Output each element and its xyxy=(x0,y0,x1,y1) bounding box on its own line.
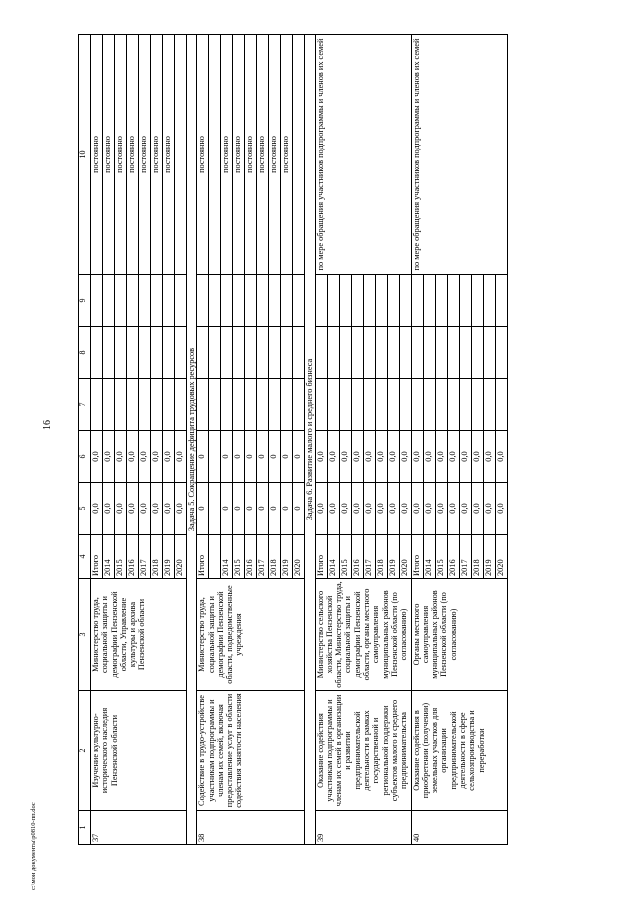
value-cell: 0,0 xyxy=(175,431,187,483)
value-cell: 0,0 xyxy=(115,483,127,535)
value-cell: 0,0 xyxy=(399,483,411,535)
table-row xyxy=(197,35,209,845)
year-cell xyxy=(209,535,221,579)
value-cell: 0,0 xyxy=(327,483,339,535)
year-cell: 2016 xyxy=(351,535,363,579)
empty-cell xyxy=(245,275,257,327)
value-cell: 0 xyxy=(233,431,245,483)
year-cell: 2017 xyxy=(459,535,471,579)
empty-cell xyxy=(281,275,293,327)
empty-cell xyxy=(327,327,339,379)
empty-cell xyxy=(209,327,221,379)
empty-cell xyxy=(339,379,351,431)
empty-cell xyxy=(435,275,447,327)
year-cell: 2016 xyxy=(245,535,257,579)
value-cell: 0,0 xyxy=(103,431,115,483)
empty-cell xyxy=(139,379,151,431)
empty-cell xyxy=(209,275,221,327)
empty-cell xyxy=(423,275,435,327)
year-cell: 2016 xyxy=(127,535,139,579)
empty-cell xyxy=(411,327,423,379)
header-cell: 7 xyxy=(79,379,91,431)
empty-cell xyxy=(459,327,471,379)
term-cell: постоянно xyxy=(281,35,293,275)
value-cell: 0,0 xyxy=(471,431,483,483)
term-cell xyxy=(293,35,305,275)
year-cell: 2016 xyxy=(447,535,459,579)
year-cell: 2015 xyxy=(435,535,447,579)
value-cell: 0,0 xyxy=(163,483,175,535)
empty-cell xyxy=(257,327,269,379)
header-row xyxy=(79,35,91,845)
executor-name: Органы местного самоуправления муниципальных районов Пензенской области (по согласованию) xyxy=(411,579,507,691)
value-cell: 0 xyxy=(233,483,245,535)
year-cell: 2018 xyxy=(151,535,163,579)
year-cell: 2015 xyxy=(339,535,351,579)
value-cell: 0 xyxy=(281,483,293,535)
year-cell: 2019 xyxy=(387,535,399,579)
table-row xyxy=(91,35,103,845)
value-cell: 0,0 xyxy=(435,431,447,483)
value-cell: 0,0 xyxy=(435,483,447,535)
section-title: Задача 6. Развитие малого и среднего бизнеса xyxy=(305,35,315,845)
empty-cell xyxy=(151,327,163,379)
year-cell: 2014 xyxy=(423,535,435,579)
term-cell xyxy=(175,35,187,275)
empty-cell xyxy=(175,327,187,379)
year-cell: 2018 xyxy=(375,535,387,579)
empty-cell xyxy=(233,327,245,379)
value-cell: 0,0 xyxy=(483,431,495,483)
empty-cell xyxy=(363,327,375,379)
empty-cell xyxy=(399,327,411,379)
term-cell: постоянно xyxy=(103,35,115,275)
empty-cell xyxy=(281,379,293,431)
program-table xyxy=(78,34,508,845)
empty-cell xyxy=(471,275,483,327)
empty-cell xyxy=(245,327,257,379)
year-cell: 2015 xyxy=(115,535,127,579)
footer-path: c:\мои документы\р0810-пп.doc xyxy=(30,802,37,890)
empty-cell xyxy=(315,275,327,327)
term-cell: постоянно xyxy=(151,35,163,275)
value-cell: 0,0 xyxy=(483,483,495,535)
empty-cell xyxy=(363,275,375,327)
value-cell: 0 xyxy=(269,483,281,535)
value-cell: 0 xyxy=(197,483,209,535)
value-cell: 0,0 xyxy=(471,483,483,535)
empty-cell xyxy=(103,327,115,379)
term-cell: постоянно xyxy=(245,35,257,275)
value-cell: 0,0 xyxy=(91,431,103,483)
empty-cell xyxy=(447,327,459,379)
header-cell: 1 xyxy=(79,811,91,845)
empty-cell xyxy=(327,379,339,431)
empty-cell xyxy=(327,275,339,327)
header-cell: 10 xyxy=(79,35,91,275)
value-cell: 0 xyxy=(257,431,269,483)
empty-cell xyxy=(257,379,269,431)
empty-cell xyxy=(375,327,387,379)
term-cell: постоянно xyxy=(233,35,245,275)
measure-name: Изучение культурно-исторического наследия Пензенской области xyxy=(91,691,187,811)
empty-cell xyxy=(447,379,459,431)
empty-cell xyxy=(483,275,495,327)
empty-cell xyxy=(293,327,305,379)
year-cell: 2017 xyxy=(139,535,151,579)
empty-cell xyxy=(387,327,399,379)
empty-cell xyxy=(483,327,495,379)
empty-cell xyxy=(387,379,399,431)
value-cell: 0,0 xyxy=(495,431,507,483)
value-cell: 0,0 xyxy=(91,483,103,535)
empty-cell xyxy=(151,275,163,327)
empty-cell xyxy=(197,275,209,327)
value-cell: 0,0 xyxy=(127,431,139,483)
empty-cell xyxy=(339,275,351,327)
empty-cell xyxy=(221,327,233,379)
year-cell: 2020 xyxy=(293,535,305,579)
empty-cell xyxy=(115,275,127,327)
empty-cell xyxy=(339,327,351,379)
header-cell: 3 xyxy=(79,579,91,691)
empty-cell xyxy=(233,379,245,431)
year-cell: 2014 xyxy=(327,535,339,579)
table-row xyxy=(315,35,327,845)
term-cell: постоянно xyxy=(127,35,139,275)
empty-cell xyxy=(495,327,507,379)
empty-cell xyxy=(351,327,363,379)
term-cell: постоянно xyxy=(257,35,269,275)
empty-cell xyxy=(91,327,103,379)
empty-cell xyxy=(127,379,139,431)
measure-name: Оказание содействия участникам подпрограммы и членам их семей в организации и развитии предпринимательской деятельности в рамках государственной и региональной поддержки субъектов малого и среднего предпринимательства xyxy=(315,691,411,811)
empty-cell xyxy=(245,379,257,431)
value-cell: 0 xyxy=(269,431,281,483)
page-number: 16 xyxy=(42,420,53,430)
term-cell: постоянно xyxy=(163,35,175,275)
empty-cell xyxy=(91,275,103,327)
executor-name: Министерство труда, социальной защиты и демографии Пензенской области, подведомственные учреждения xyxy=(197,579,305,691)
empty-cell xyxy=(459,379,471,431)
value-cell: 0 xyxy=(281,431,293,483)
value-cell: 0,0 xyxy=(423,431,435,483)
year-cell: Итого xyxy=(197,535,209,579)
header-cell: 2 xyxy=(79,691,91,811)
value-cell: 0,0 xyxy=(339,431,351,483)
empty-cell xyxy=(115,379,127,431)
value-cell xyxy=(209,483,221,535)
value-cell: 0,0 xyxy=(139,431,151,483)
measure-name: Содействие в трудо-устройстве участникам подпрограммы и членам их семей, включая предоставление услуг в области содействия занятости населения xyxy=(197,691,305,811)
empty-cell xyxy=(315,379,327,431)
value-cell: 0,0 xyxy=(103,483,115,535)
year-cell: 2020 xyxy=(495,535,507,579)
table-row xyxy=(411,35,423,845)
section-title: Задача 5. Сокращение дефицита трудовых ресурсов xyxy=(187,35,197,845)
year-cell: 2017 xyxy=(363,535,375,579)
row-number: 40 xyxy=(411,811,507,845)
value-cell: 0,0 xyxy=(399,431,411,483)
value-cell: 0,0 xyxy=(363,431,375,483)
empty-cell xyxy=(139,327,151,379)
empty-cell xyxy=(269,275,281,327)
row-number: 39 xyxy=(315,811,411,845)
value-cell: 0,0 xyxy=(459,431,471,483)
value-cell: 0 xyxy=(221,431,233,483)
empty-cell xyxy=(115,327,127,379)
term-cell: по мере обращения участников подпрограммы и членов их семей xyxy=(315,35,411,275)
term-cell: постоянно xyxy=(221,35,233,275)
empty-cell xyxy=(163,379,175,431)
empty-cell xyxy=(375,275,387,327)
empty-cell xyxy=(197,327,209,379)
executor-name: Министерство труда, социальной защиты и демографии Пензенской области, Управление культуры и архива Пензенской области xyxy=(91,579,187,691)
value-cell: 0,0 xyxy=(315,431,327,483)
value-cell: 0,0 xyxy=(387,431,399,483)
term-cell: постоянно xyxy=(139,35,151,275)
value-cell: 0,0 xyxy=(351,431,363,483)
empty-cell xyxy=(257,275,269,327)
year-cell: Итого xyxy=(315,535,327,579)
empty-cell xyxy=(91,379,103,431)
value-cell: 0,0 xyxy=(411,483,423,535)
term-cell: по мере обращения участников подпрограммы и членов их семей xyxy=(411,35,507,275)
term-cell xyxy=(209,35,221,275)
value-cell xyxy=(209,431,221,483)
empty-cell xyxy=(197,379,209,431)
value-cell: 0 xyxy=(293,483,305,535)
value-cell: 0,0 xyxy=(495,483,507,535)
year-cell: 2014 xyxy=(103,535,115,579)
value-cell: 0,0 xyxy=(163,431,175,483)
rotated-table-container xyxy=(78,35,633,845)
empty-cell xyxy=(471,379,483,431)
empty-cell xyxy=(483,379,495,431)
empty-cell xyxy=(399,275,411,327)
year-cell: 2014 xyxy=(221,535,233,579)
empty-cell xyxy=(163,327,175,379)
header-cell: 6 xyxy=(79,431,91,483)
empty-cell xyxy=(423,379,435,431)
value-cell: 0,0 xyxy=(151,483,163,535)
header-cell: 4 xyxy=(79,535,91,579)
empty-cell xyxy=(459,275,471,327)
header-cell: 8 xyxy=(79,327,91,379)
value-cell: 0,0 xyxy=(351,483,363,535)
empty-cell xyxy=(495,379,507,431)
empty-cell xyxy=(447,275,459,327)
empty-cell xyxy=(423,327,435,379)
empty-cell xyxy=(175,275,187,327)
value-cell: 0 xyxy=(197,431,209,483)
term-cell: постоянно xyxy=(115,35,127,275)
empty-cell xyxy=(315,327,327,379)
year-cell: Итого xyxy=(411,535,423,579)
term-cell: постоянно xyxy=(269,35,281,275)
empty-cell xyxy=(375,379,387,431)
year-cell: 2015 xyxy=(233,535,245,579)
empty-cell xyxy=(471,327,483,379)
value-cell: 0,0 xyxy=(151,431,163,483)
empty-cell xyxy=(209,379,221,431)
empty-cell xyxy=(233,275,245,327)
table-body xyxy=(91,35,508,845)
empty-cell xyxy=(221,275,233,327)
value-cell: 0,0 xyxy=(327,431,339,483)
empty-cell xyxy=(351,379,363,431)
value-cell: 0 xyxy=(257,483,269,535)
empty-cell xyxy=(435,379,447,431)
value-cell: 0,0 xyxy=(423,483,435,535)
empty-cell xyxy=(163,275,175,327)
section-row xyxy=(187,35,197,845)
section-row xyxy=(305,35,315,845)
value-cell: 0,0 xyxy=(127,483,139,535)
empty-cell xyxy=(435,327,447,379)
value-cell: 0 xyxy=(221,483,233,535)
year-cell: Итого xyxy=(91,535,103,579)
year-cell: 2020 xyxy=(399,535,411,579)
value-cell: 0,0 xyxy=(447,431,459,483)
empty-cell xyxy=(175,379,187,431)
value-cell: 0,0 xyxy=(387,483,399,535)
value-cell: 0,0 xyxy=(459,483,471,535)
empty-cell xyxy=(103,379,115,431)
empty-cell xyxy=(103,275,115,327)
measure-name: Оказание содействия в приобретении (получении) земельных участков для организации предпринимательской деятельности в сфере сельхозпроизводства и переработки xyxy=(411,691,507,811)
year-cell: 2019 xyxy=(281,535,293,579)
year-cell: 2017 xyxy=(257,535,269,579)
empty-cell xyxy=(411,379,423,431)
value-cell: 0,0 xyxy=(411,431,423,483)
term-cell: постоянно xyxy=(91,35,103,275)
empty-cell xyxy=(387,275,399,327)
year-cell: 2018 xyxy=(471,535,483,579)
empty-cell xyxy=(221,379,233,431)
value-cell: 0,0 xyxy=(139,483,151,535)
row-number: 38 xyxy=(197,811,305,845)
value-cell: 0,0 xyxy=(363,483,375,535)
empty-cell xyxy=(293,275,305,327)
row-number: 37 xyxy=(91,811,187,845)
header-cell: 9 xyxy=(79,275,91,327)
value-cell: 0,0 xyxy=(315,483,327,535)
value-cell: 0 xyxy=(245,483,257,535)
value-cell: 0,0 xyxy=(339,483,351,535)
empty-cell xyxy=(293,379,305,431)
empty-cell xyxy=(281,327,293,379)
empty-cell xyxy=(399,379,411,431)
empty-cell xyxy=(363,379,375,431)
empty-cell xyxy=(269,379,281,431)
year-cell: 2019 xyxy=(483,535,495,579)
empty-cell xyxy=(151,379,163,431)
value-cell: 0,0 xyxy=(447,483,459,535)
value-cell: 0 xyxy=(245,431,257,483)
value-cell: 0 xyxy=(293,431,305,483)
empty-cell xyxy=(139,275,151,327)
year-cell: 2019 xyxy=(163,535,175,579)
empty-cell xyxy=(127,327,139,379)
value-cell: 0,0 xyxy=(175,483,187,535)
header-cell: 5 xyxy=(79,483,91,535)
executor-name: Министерство сельского хозяйства Пензенской области, Министерство труда, социальной защиты и демографии Пензенской области, органы местного самоуправления муниципальных районов Пензенской области (по согласованию) xyxy=(315,579,411,691)
empty-cell xyxy=(495,275,507,327)
empty-cell xyxy=(351,275,363,327)
value-cell: 0,0 xyxy=(375,483,387,535)
year-cell: 2018 xyxy=(269,535,281,579)
value-cell: 0,0 xyxy=(115,431,127,483)
year-cell: 2020 xyxy=(175,535,187,579)
empty-cell xyxy=(127,275,139,327)
term-cell: постоянно xyxy=(197,35,209,275)
empty-cell xyxy=(411,275,423,327)
value-cell: 0,0 xyxy=(375,431,387,483)
empty-cell xyxy=(269,327,281,379)
